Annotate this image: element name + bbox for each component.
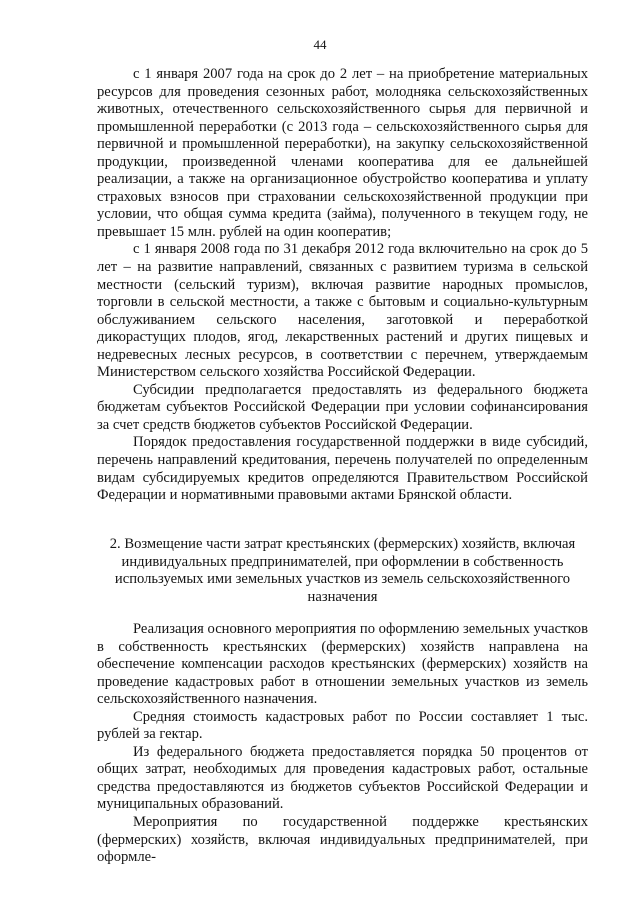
paragraph-federal-budget: Из федерального бюджета предоставляется порядка 50 процентов от общих затрат, необходимых для проведения кадастровых работ, остальные средства предоставляются из бюджетов субъектов Российской Федерации и муниципальных образований. [97,743,588,813]
page-number: 44 [313,37,327,52]
paragraph-implementation: Реализация основного мероприятия по оформлению земельных участков в собственность крестьянских (фермерских) хозяйств направлена на обеспечение компенсации расходов крестьянских (фермерских) хозяйств на проведение кадастровых работ в отношении земельных участков из земель сельскохозяйственного назначения. [97,621,588,708]
body-text-bottom [97,621,588,867]
paragraph-average-cost: Средняя стоимость кадастровых работ по России составляет 1 тыс. рублей за гектар. [97,708,588,743]
paragraph-credit-2007: с 1 января 2007 года на срок до 2 лет – на приобретение материальных ресурсов для проведения сезонных работ, молодняка сельскохозяйственных животных, отечественного сельскохозяйственного сырья для первичной и промышленной переработки (с 2013 года – сельскохозяйственного сырья для первичной и промышленной переработки), на закупку сельскохозяйственной продукции, произведенной членами кооператива для ее дальнейшей реализации, а также на организационное обустройство кооператива и уплату страховых взносов при страховании сельскохозяйственной продукции при условии, что общая сумма кредита (займа), полученного в текущем году, не превышает 15 млн. рублей на один кооператив; [97,66,588,240]
section-heading: 2. Возмещение части затрат крестьянских (фермерских) хозяйств, включая индивидуальных предпринимателей, при оформлении в собственность используемых ими земельных участков из земель сельскохозяйственного назначения [109,536,576,605]
paragraph-procedure: Порядок предоставления государственной поддержки в виде субсидий, перечень направлений кредитования, перечень получателей по определенным видам субсидируемых кредитов определяются Правительством Российской Федерации и нормативными правовыми актами Брянской области. [97,434,588,504]
paragraph-subsidies: Субсидии предполагается предоставлять из федерального бюджета бюджетам субъектов Российской Федерации при условии софинансирования за счет средств бюджетов субъектов Российской Федерации. [97,381,588,433]
body-text-top [97,66,588,505]
paragraph-support-measures: Мероприятия по государственной поддержке крестьянских (фермерских) хозяйств, включая индивидуальных предпринимателей, при оформле- [97,814,588,866]
paragraph-credit-2008: с 1 января 2008 года по 31 декабря 2012 года включительно на срок до 5 лет – на развитие направлений, связанных с развитием туризма в сельской местности (сельский туризм), включая развитие народных промыслов, торговли в сельской местности, а также с бытовым и социально-культурным обслуживанием сельского населения, заготовкой и переработкой дикорастущих плодов, ягод, лекарственных растений и других пищевых и недревесных лесных ресурсов, в соответствии с перечнем, утверждаемым Министерством сельского хозяйства Российской Федерации. [97,241,588,381]
